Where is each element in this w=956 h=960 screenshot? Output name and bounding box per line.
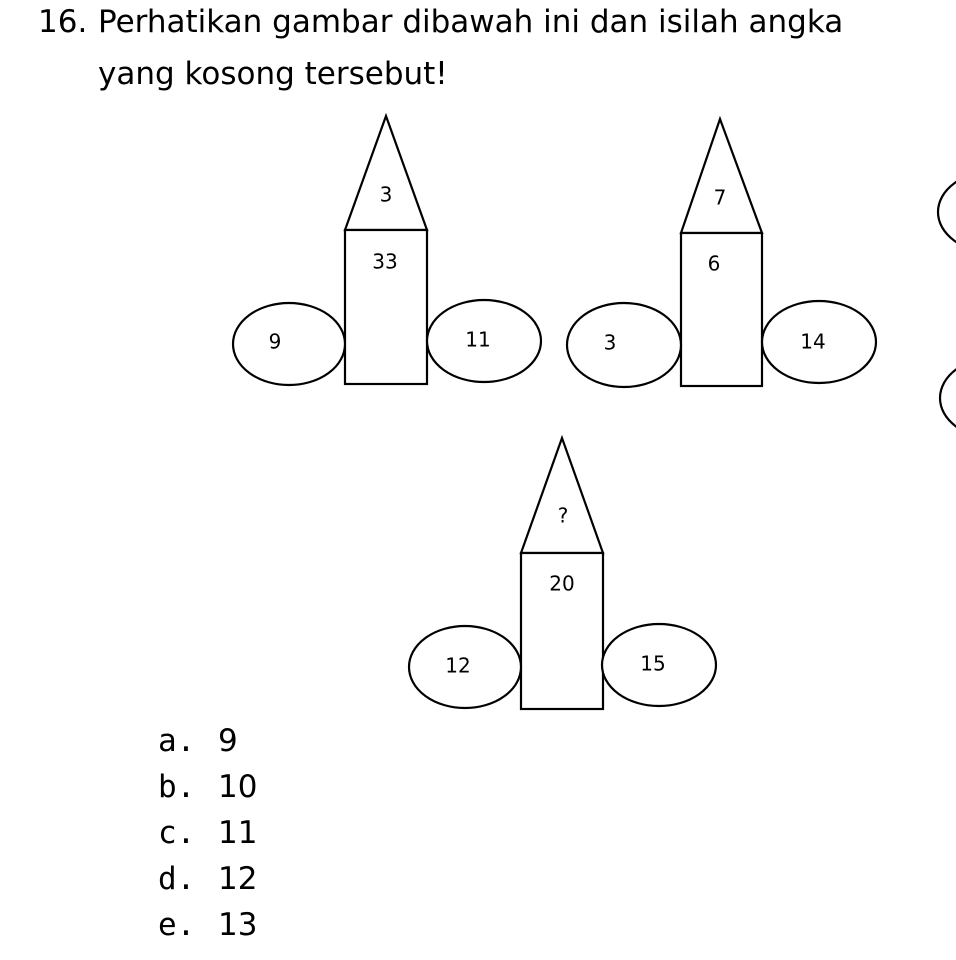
answer-options [158,718,257,948]
option-letter: c. [158,815,196,851]
figure-3-left-value: 12 [445,653,471,678]
figure-3-triangle [521,438,603,553]
puzzle-figure-2 [567,119,876,387]
figure-3-body-value: 20 [549,571,575,596]
cropped-figure-edge [938,171,956,439]
puzzle-figure-3 [409,438,716,709]
figure-3-top-value: ? [557,503,569,528]
figure-1-triangle [345,116,427,230]
option-value: 10 [218,769,258,805]
cropped-edge-ellipse-top [938,171,956,253]
question-text-line-2: yang kosong tersebut! [98,56,448,92]
figure-1-body-value: 33 [372,249,398,274]
option-e[interactable] [158,902,257,948]
figure-1-left-ellipse [233,303,345,385]
option-b[interactable] [158,764,257,810]
figure-2-top-value: 7 [713,185,727,210]
option-value: 13 [218,907,258,943]
option-a[interactable] [158,718,257,764]
figure-2-left-value: 3 [603,330,617,355]
figure-3-right-value: 15 [640,651,666,676]
option-letter: e. [158,907,196,943]
figure-2-body-value: 6 [707,251,721,276]
figure-1-top-value: 3 [379,182,393,207]
puzzle-figure-1 [233,116,541,385]
option-value: 11 [218,815,258,851]
figure-1-left-value: 9 [268,329,282,354]
question-number: 16. [38,4,88,40]
figure-2-triangle [681,119,762,233]
option-c[interactable] [158,810,257,856]
figure-2-left-ellipse [567,303,681,387]
option-letter: d. [158,861,196,897]
question-text-line-1: Perhatikan gambar dibawah ini dan isilah angka [98,4,844,40]
option-d[interactable] [158,856,257,902]
option-value: 9 [218,723,238,759]
option-letter: b. [158,769,196,805]
figure-2-body [681,233,762,386]
option-value: 12 [218,861,258,897]
figure-2-right-value: 14 [800,329,826,354]
option-letter: a. [158,723,196,759]
cropped-edge-ellipse-bottom [940,357,956,439]
figure-1-right-value: 11 [465,327,491,352]
